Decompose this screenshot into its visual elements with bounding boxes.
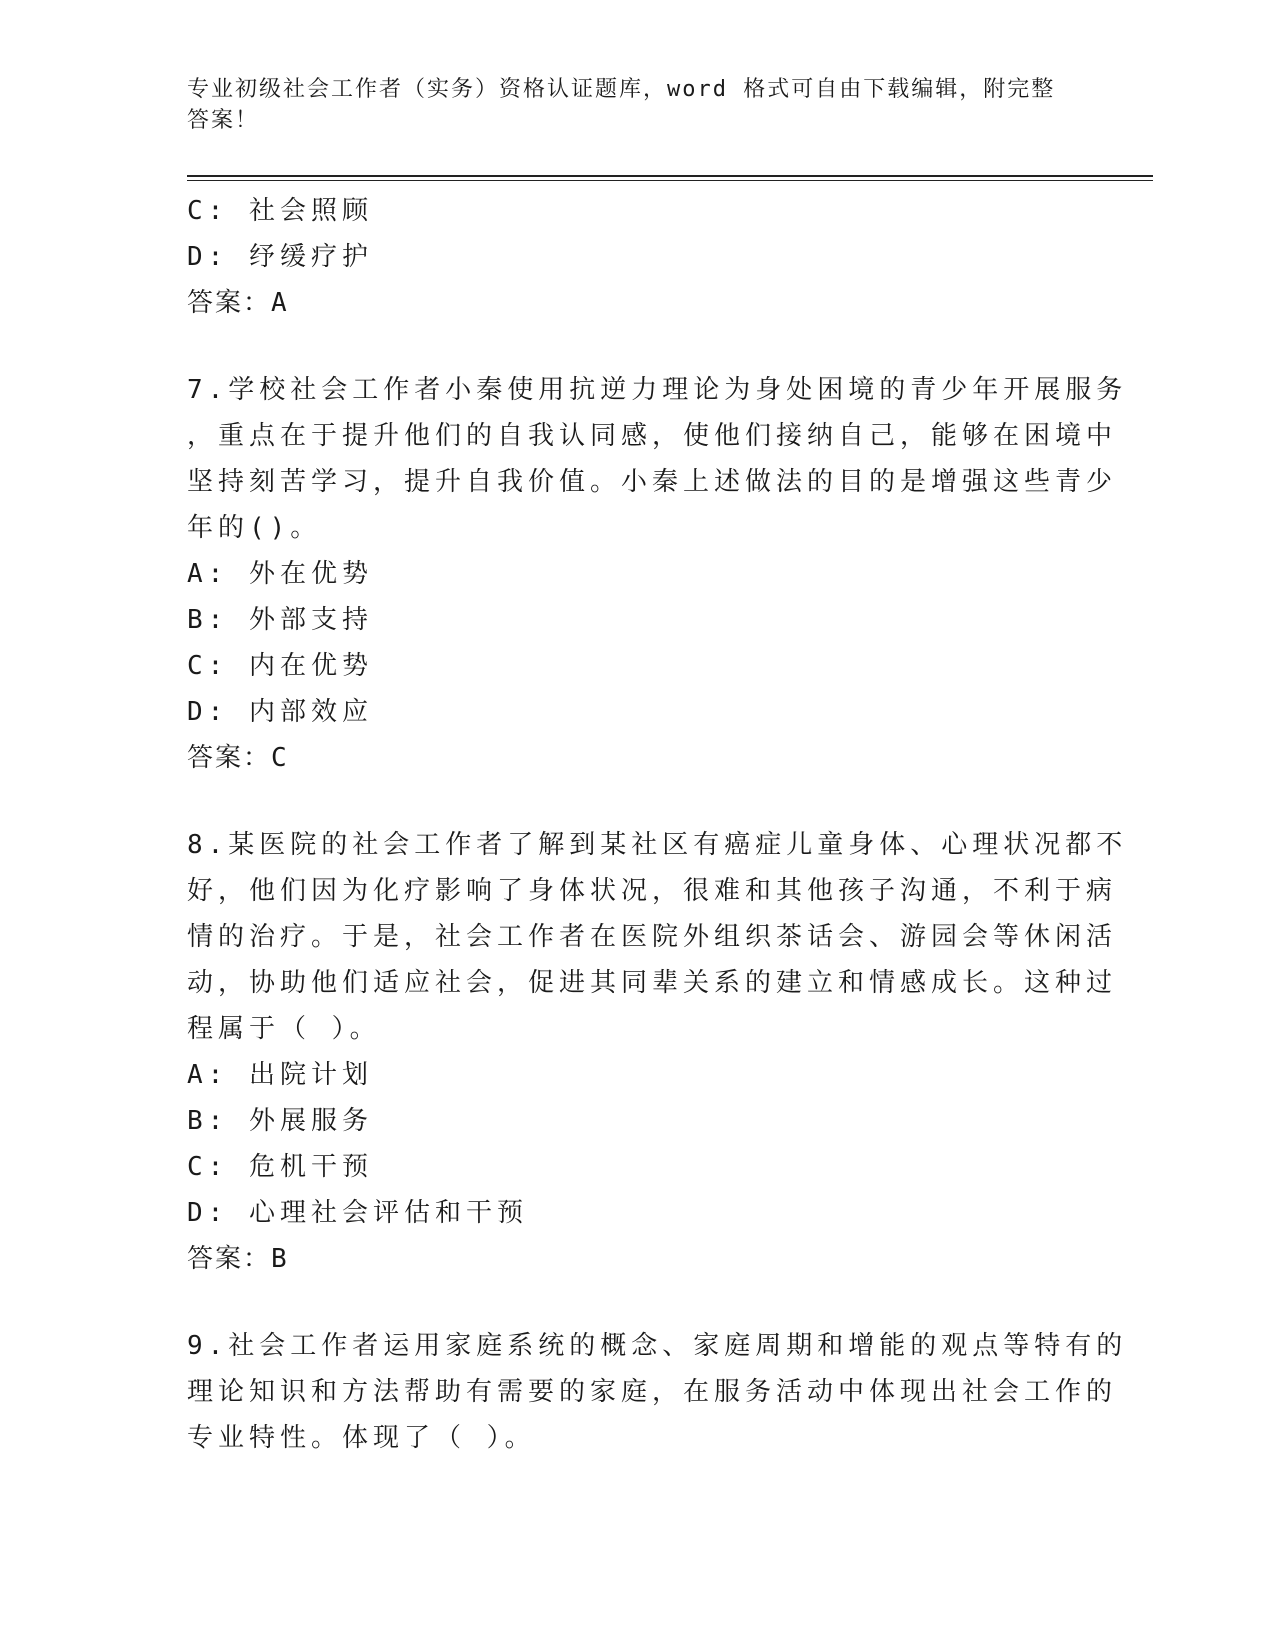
question-text-line: 9.社会工作者运用家庭系统的概念、家庭周期和增能的观点等特有的 — [187, 1331, 1128, 1361]
option-c: C: 社会照顾 — [187, 196, 373, 226]
question-text-line: 8.某医院的社会工作者了解到某社区有癌症儿童身体、心理状况都不 — [187, 830, 1128, 860]
header-rule-thin — [187, 180, 1153, 181]
question-7 — [187, 367, 1128, 781]
question-text-line: 年的()。 — [187, 513, 322, 543]
question-text-line: 好，他们因为化疗影响了身体状况，很难和其他孩子沟通，不利于病 — [187, 876, 1118, 906]
question-8 — [187, 822, 1128, 1282]
option-a: A: 外在优势 — [187, 559, 373, 589]
question-text-line: 动，协助他们适应社会，促进其同辈关系的建立和情感成长。这种过 — [187, 968, 1118, 998]
question-text-line: 程属于（ ）。 — [187, 1014, 381, 1044]
option-d: D: 心理社会评估和干预 — [187, 1198, 528, 1228]
header-line-2: 答案！ — [187, 108, 260, 133]
header-line-1: 专业初级社会工作者（实务）资格认证题库，word 格式可自由下载编辑，附完整 — [187, 77, 1056, 102]
answer-line: 答案：B — [187, 1244, 289, 1274]
document-body — [187, 188, 1128, 1461]
option-c: C: 内在优势 — [187, 651, 373, 681]
question-6-tail — [187, 188, 1057, 326]
option-c: C: 危机干预 — [187, 1152, 373, 1182]
document-header — [187, 74, 1067, 136]
option-b: B: 外部支持 — [187, 605, 373, 635]
option-a: A: 出院计划 — [187, 1060, 373, 1090]
question-text-line: 专业特性。体现了（ ）。 — [187, 1423, 536, 1453]
question-text-line: ，重点在于提升他们的自我认同感，使他们接纳自己，能够在困境中 — [187, 421, 1118, 451]
option-b: B: 外展服务 — [187, 1106, 373, 1136]
option-d: D: 内部效应 — [187, 697, 373, 727]
answer-line: 答案：A — [187, 288, 289, 318]
question-9 — [187, 1323, 1128, 1461]
question-text-line: 坚持刻苦学习，提升自我价值。小秦上述做法的目的是增强这些青少 — [187, 467, 1118, 497]
question-text-line: 情的治疗。于是，社会工作者在医院外组织茶话会、游园会等休闲活 — [187, 922, 1118, 952]
header-rule-thick — [187, 175, 1153, 177]
answer-line: 答案：C — [187, 743, 289, 773]
question-text-line: 7.学校社会工作者小秦使用抗逆力理论为身处困境的青少年开展服务 — [187, 375, 1128, 405]
option-d: D: 纾缓疗护 — [187, 242, 373, 272]
question-text-line: 理论知识和方法帮助有需要的家庭，在服务活动中体现出社会工作的 — [187, 1377, 1118, 1407]
